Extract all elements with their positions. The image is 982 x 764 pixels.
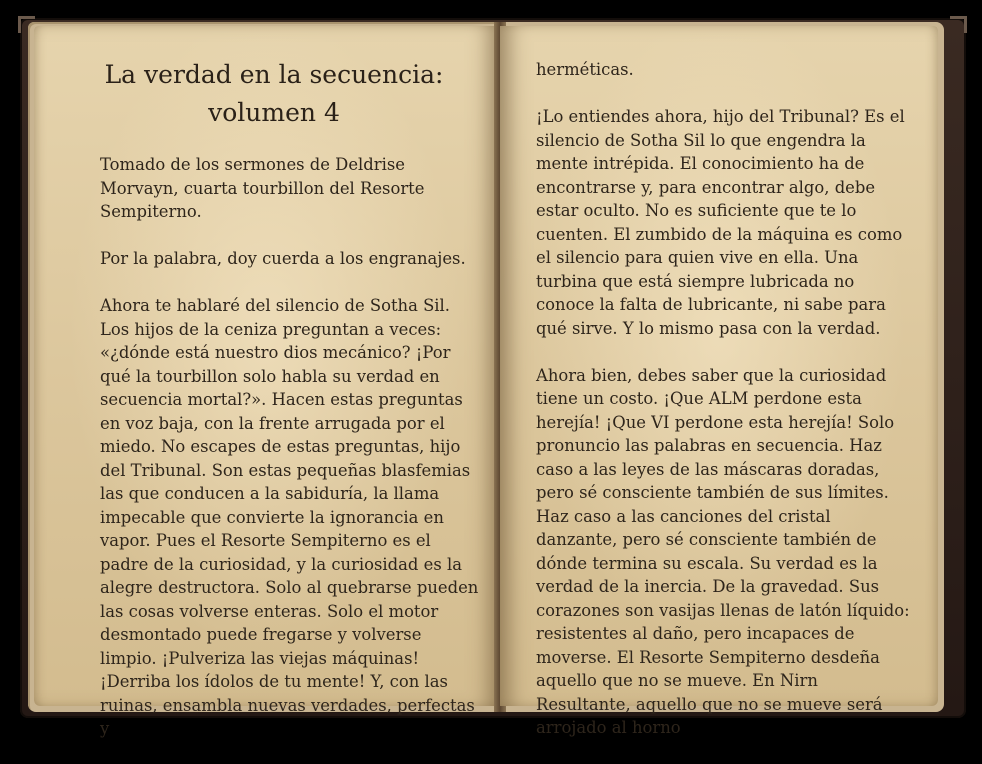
- right-page-text: [536, 58, 910, 763]
- book-title: [74, 56, 474, 132]
- left-page-text: [100, 153, 480, 764]
- book-title-line-2: volumen 4: [208, 98, 340, 127]
- paragraph: Tomado de los sermones de Deldrise Morvayn, cuarta tourbillon del Resorte Sempiterno.: [100, 155, 425, 221]
- paragraph: Por la palabra, doy cuerda a los engranajes.: [100, 249, 466, 268]
- book-title-line-1: La verdad en la secuencia:: [104, 60, 444, 89]
- paragraph: herméticas.: [536, 60, 634, 79]
- right-page: [500, 26, 938, 737]
- paragraph: Ahora bien, debes saber que la curiosidad tiene un costo. ¡Que ALM perdone esta herejía! ¡Que VI perdone esta herejía! Solo pronuncio las palabras en secuencia. Haz caso a las leyes de las máscaras doradas, pero sé consciente también de sus límites. Haz caso a las canciones del cristal danzante, pero sé consciente también de dónde termina su escala. Su verdad es la verdad de la inercia. De la gravedad. Sus corazones son vasijas llenas de latón líquido: resistentes al daño, pero incapaces de moverse. El Resorte Sempiterno desdeña aquello que no se mueve. En Nirn Resultante, aquello que no se mueve será arrojado al horno: [536, 365, 910, 737]
- paragraph: Ahora te hablaré del silencio de Sotha Sil. Los hijos de la ceniza preguntan a veces: «¿dónde está nuestro dios mecánico? ¡Por qué la tourbillon solo habla su verdad en secuencia mortal?». Hacen estas preguntas en voz baja, con la frente arrugada por el miedo. No escapes de estas preguntas, hijo del Tribunal. Son estas pequeñas blasfemias las que conducen a la sabiduría, la llama impecable que convierte la ignorancia en vapor. Pues el Resorte Sempiterno es el padre de la curiosidad, y la curiosidad es la alegre destructora. Solo al quebrarse pueden las cosas volverse enteras. Solo el motor desmontado puede fregarse y volverse limpio. ¡Pulveriza las viejas máquinas! ¡Derriba los ídolos de tu mente! Y, con las ruinas, ensambla nuevas verdades, perfectas y: [100, 296, 479, 738]
- cover-corner-top-right: [950, 16, 967, 33]
- left-page: [34, 26, 498, 738]
- paragraph: ¡Lo entiendes ahora, hijo del Tribunal? Es el silencio de Sotha Sil lo que engendra la mente intrépida. El conocimiento ha de encontrarse y, para encontrar algo, debe estar oculto. No es suficiente que te lo cuenten. El zumbido de la máquina es como el silencio para quien vive en ella. Una turbina que está siempre lubricada no conoce la falta de lubricante, ni sabe para qué sirve. Y lo mismo pasa con la verdad.: [536, 107, 905, 338]
